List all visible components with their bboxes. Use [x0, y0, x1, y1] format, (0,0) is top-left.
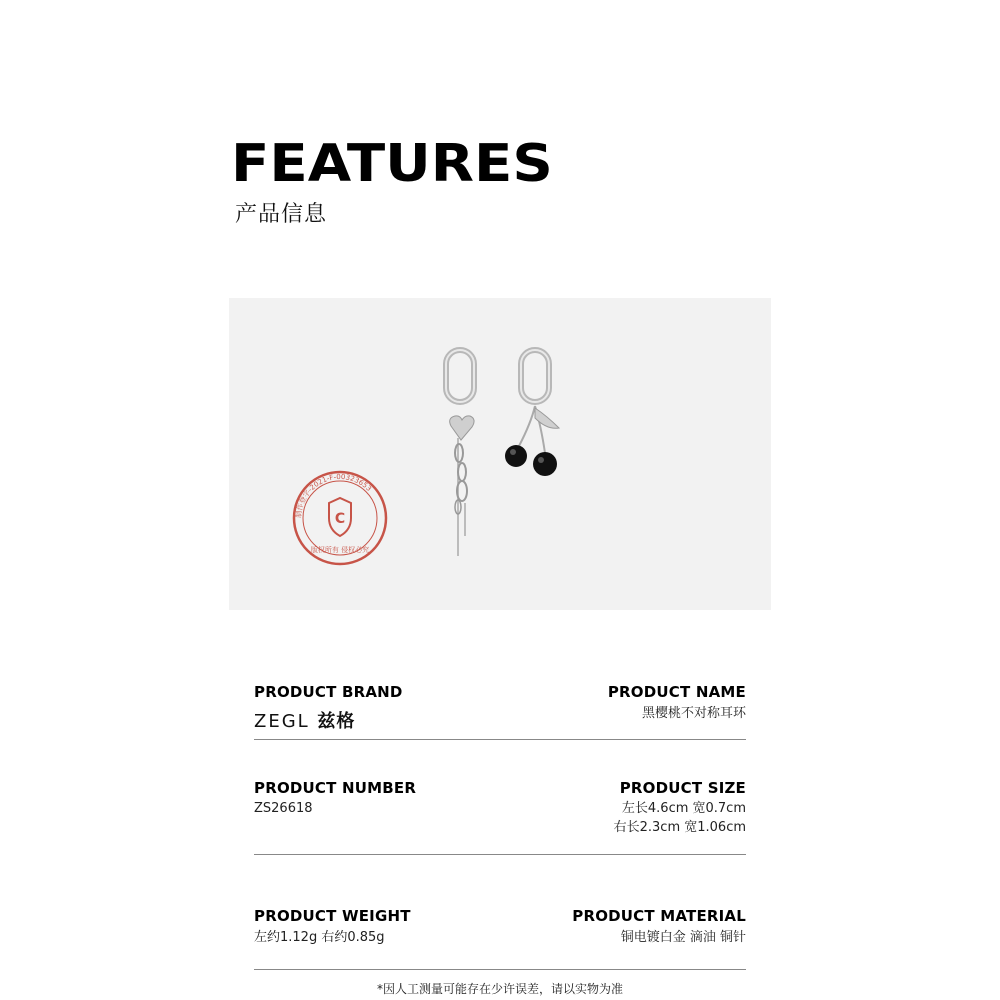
divider — [254, 969, 746, 970]
product-photo — [229, 298, 771, 610]
product-name-label: PRODUCT NAME — [607, 683, 746, 701]
product-number-label: PRODUCT NUMBER — [254, 779, 417, 797]
product-name-value: 黑樱桃不对称耳环 — [641, 706, 746, 721]
divider — [254, 854, 746, 855]
product-weight-label: PRODUCT WEIGHT — [254, 907, 411, 925]
product-material-value: 铜电镀白金 滴油 铜针 — [620, 930, 746, 945]
product-brand-label: PRODUCT BRAND — [254, 683, 403, 701]
product-size-label: PRODUCT SIZE — [619, 779, 746, 797]
copyright-stamp — [294, 472, 386, 564]
cherry-earring-icon — [505, 350, 559, 476]
measurement-disclaimer: *因人工测量可能存在少许误差，请以实物为准 — [376, 982, 623, 996]
product-brand-value — [254, 707, 355, 733]
svg-text:制作登字-2021-F-00323653 — [294, 473, 373, 518]
page-title: FEATURES — [231, 134, 553, 194]
divider — [254, 739, 746, 740]
product-weight-value: 左约1.12g 右约0.85g — [254, 930, 385, 945]
earrings-illustration — [229, 298, 771, 610]
svg-text:C: C — [334, 511, 346, 527]
product-number-value: ZS26618 — [254, 801, 313, 816]
heart-chain-earring-icon — [446, 350, 474, 556]
product-size-line1: 左长4.6cm 宽0.7cm — [621, 801, 746, 816]
stamp-bottom-text: 版权所有 侵权必究 — [310, 546, 370, 554]
product-material-label: PRODUCT MATERIAL — [572, 907, 746, 925]
brand-chinese: 兹格 — [317, 711, 356, 732]
stamp-text: 制作登字-2021-F-00323653 — [294, 472, 373, 519]
page-subtitle: 产品信息 — [235, 202, 328, 227]
product-size-line2: 右长2.3cm 宽1.06cm — [613, 820, 746, 835]
brand-latin: ZEGL — [254, 711, 310, 732]
